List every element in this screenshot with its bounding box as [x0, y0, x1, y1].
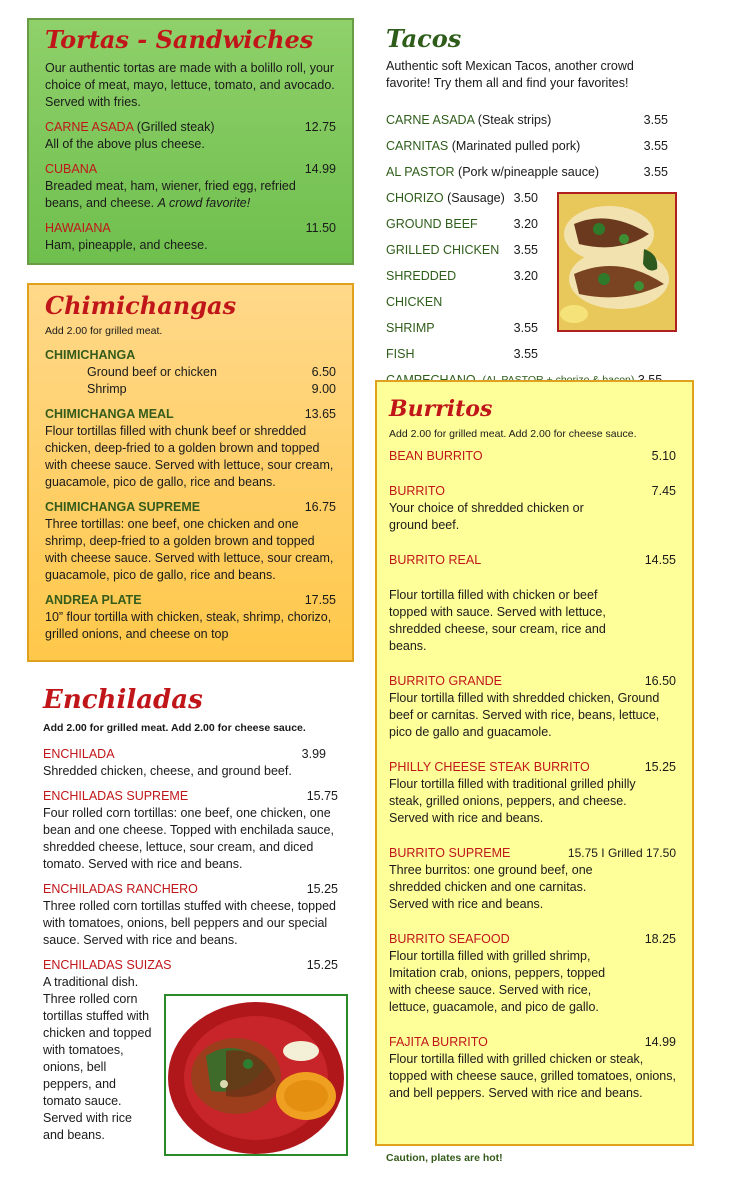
item-name: BURRITO: [389, 484, 446, 498]
item-price: 14.99: [304, 162, 336, 176]
item-price: 6.50: [311, 365, 336, 379]
burritos-note: Add 2.00 for grilled meat. Add 2.00 for cheese sauce.: [389, 428, 637, 440]
item-note: (Sausage): [447, 191, 505, 205]
tortas-section: [27, 18, 354, 265]
item-desc: Flour tortilla filled with traditional grilled philly steak, grilled onions, peppers, and cheese. Served with rice and beans.: [389, 777, 636, 825]
taco-item: [386, 315, 538, 341]
item-note: (Marinated pulled pork): [451, 139, 581, 153]
item-desc: Four rolled corn tortillas: one beef, one chicken, one bean and one cheese. Topped with enchilada sauce, shredded cheese, lettuce, sour cream, and diced tomato. Served with rice and beans.: [43, 806, 334, 871]
item-price: 3.55: [513, 243, 538, 257]
item-name: ENCHILADA: [43, 747, 115, 761]
item-note: (Steak strips): [477, 113, 552, 127]
item-price: 16.75: [304, 500, 336, 514]
item-name: ENCHILADAS SUPREME: [43, 789, 189, 803]
tacos-list-wide: [386, 107, 668, 185]
item-price: 15.75 I Grilled 17.50: [567, 846, 676, 860]
item-name: GROUND BEEF: [386, 217, 478, 231]
chimichangas-title: Chimichangas: [45, 291, 237, 320]
tacos-list-narrow: [386, 185, 538, 367]
item-price: 5.10: [651, 449, 676, 463]
item-name: CUBANA: [45, 162, 98, 176]
item-desc: Your choice of shredded chicken or ground beef.: [389, 501, 584, 532]
menu-item: [389, 845, 676, 913]
item-price: 9.00: [311, 382, 336, 396]
taco-item: [386, 185, 538, 211]
item-price: 3.55: [643, 165, 668, 179]
menu-item: [43, 788, 338, 873]
item-price: 15.25: [306, 882, 338, 896]
item-name: PHILLY CHEESE STEAK BURRITO: [389, 760, 590, 774]
item-price: 3.20: [513, 217, 538, 231]
burritos-section: [375, 380, 694, 1146]
menu-item: [45, 161, 336, 212]
item-desc: 10” flour tortilla with chicken, steak, shrimp, chorizo, grilled onions, and cheese on top: [45, 610, 332, 641]
item-name: BURRITO GRANDE: [389, 674, 502, 688]
taco-item: [386, 263, 538, 315]
enchiladas-note: Add 2.00 for grilled meat. Add 2.00 for cheese sauce.: [43, 722, 306, 734]
menu-item: [389, 673, 676, 741]
menu-item: [389, 931, 676, 1016]
item-name: BURRITO SEAFOOD: [389, 932, 510, 946]
item-name: HAWAIANA: [45, 221, 111, 235]
item-desc: Shredded chicken, cheese, and ground beef.: [43, 764, 292, 778]
item-price: 3.55: [643, 113, 668, 127]
item-price: 3.50: [513, 191, 538, 205]
item-price: 3.55: [513, 347, 538, 361]
item-option: Ground beef or chicken: [87, 365, 217, 379]
taco-item: [386, 237, 538, 263]
item-price: 3.20: [513, 269, 538, 283]
tacos-title: Tacos: [386, 24, 462, 53]
taco-item: [386, 133, 668, 159]
item-price: 15.25: [644, 760, 676, 774]
menu-item: [389, 448, 676, 465]
tortas-title: Tortas - Sandwiches: [45, 25, 314, 54]
item-name: SHRIMP: [386, 321, 435, 335]
item-price: 18.25: [644, 932, 676, 946]
menu-item: [45, 499, 336, 584]
item-name: CHIMICHANGA MEAL: [45, 407, 174, 421]
item-price: 3.55: [643, 139, 668, 153]
taco-item: [386, 341, 538, 367]
item-name: CARNE ASADA: [386, 113, 475, 127]
chimichangas-section: [27, 283, 354, 662]
menu-item: [43, 881, 338, 949]
menu-item: [389, 552, 676, 655]
menu-item: [389, 1034, 676, 1102]
taco-item: [386, 159, 668, 185]
item-name: FAJITA BURRITO: [389, 1035, 488, 1049]
tortas-intro: Our authentic tortas are made with a bolillo roll, your choice of meat, mayo, lettuce, tomato, and avocado. Served with fries.: [45, 61, 335, 109]
item-desc: Flour tortilla filled with shredded chicken, Ground beef or carnitas. Served with rice, beans, lettuce, pico de gallo and guacamole.: [389, 691, 660, 739]
item-highlight: A crowd favorite!: [157, 196, 251, 210]
item-note: (Grilled steak): [136, 120, 215, 134]
menu-item: [45, 592, 336, 643]
item-desc: Flour tortilla filled with chicken or beef topped with sauce. Served with lettuce, shredded cheese, sour cream, rice and beans.: [389, 588, 606, 653]
item-name: ENCHILADAS RANCHERO: [43, 882, 198, 896]
item-name: GRILLED CHICKEN: [386, 243, 500, 257]
item-price: 14.55: [644, 553, 676, 567]
item-name: ANDREA PLATE: [45, 593, 142, 607]
item-desc: Flour tortilla filled with grilled chicken or steak, topped with cheese sauce, grilled tomatoes, onions, and bell peppers. Served with rice and beans.: [389, 1052, 676, 1100]
item-name: BURRITO SUPREME: [389, 846, 511, 860]
item-price: 17.55: [304, 593, 336, 607]
item-option: Shrimp: [87, 382, 127, 396]
item-price: 3.55: [513, 321, 538, 335]
item-name: CHIMICHANGA: [45, 348, 136, 362]
menu-item: [45, 406, 336, 491]
taco-item: [386, 107, 668, 133]
enchilada-plate-photo: [164, 994, 348, 1156]
item-desc: Three burritos: one ground beef, one shredded chicken and one carnitas. Served with rice and beans.: [389, 863, 593, 911]
item-name: FISH: [386, 347, 415, 361]
tacos-intro: Authentic soft Mexican Tacos, another crowd favorite! Try them all and find your favorites!: [386, 59, 634, 90]
item-name: ENCHILADAS SUIZAS: [43, 958, 172, 972]
caution-note: Caution, plates are hot!: [386, 1152, 503, 1164]
menu-item: [389, 759, 676, 827]
item-desc: Ham, pineapple, and cheese.: [45, 238, 208, 252]
item-desc: All of the above plus cheese.: [45, 137, 205, 151]
item-name: CHORIZO: [386, 191, 444, 205]
item-price: 7.45: [651, 484, 676, 498]
menu-item: [45, 347, 336, 398]
item-desc: Breaded meat, ham, wiener, fried egg, refried beans, and cheese.: [45, 179, 296, 210]
item-price: 13.65: [304, 407, 336, 421]
menu-item: [389, 483, 676, 534]
burritos-title: Burritos: [389, 396, 493, 422]
item-desc: Flour tortilla filled with grilled shrimp, Imitation crab, onions, peppers, topped with cheese sauce. Served with rice, lettuce, guacamole, and pico de gallo.: [389, 949, 606, 1014]
menu-item: [43, 746, 338, 780]
taco-item: [386, 211, 538, 237]
item-price: 12.75: [304, 120, 336, 134]
item-desc: Three rolled corn tortillas stuffed with cheese, topped with tomatoes, onions, bell peppers and our special sauce. Served with rice and beans.: [43, 899, 336, 947]
menu-item: [45, 119, 336, 153]
item-name: AL PASTOR: [386, 165, 455, 179]
enchiladas-title: Enchiladas: [43, 685, 203, 715]
item-name: CARNITAS: [386, 139, 449, 153]
menu-item: [45, 220, 336, 254]
item-desc: Three tortillas: one beef, one chicken and one shrimp, deep-fried to a golden brown and topped with cheese sauce. Served with lettuce, sour cream, guacamole, pico de gallo, rice and beans.: [45, 517, 334, 582]
tacos-plate-image: [559, 194, 675, 330]
item-desc: A traditional dish. Three rolled corn tortillas stuffed with chicken and topped with tomatoes, onions, bell peppers, and tomato sauce. Served with rice and beans.: [43, 975, 152, 1142]
chimichangas-note: Add 2.00 for grilled meat.: [45, 325, 163, 337]
item-name: BURRITO REAL: [389, 553, 482, 567]
item-price: 11.50: [305, 221, 336, 235]
item-price: 16.50: [644, 674, 676, 688]
item-name: BEAN BURRITO: [389, 449, 483, 463]
item-name: CARNE ASADA: [45, 120, 134, 134]
tacos-plate-photo: [557, 192, 677, 332]
item-price: 15.75: [306, 789, 338, 803]
item-note: (Pork w/pineapple sauce): [458, 165, 600, 179]
item-price: 3.99: [301, 747, 326, 761]
enchilada-plate-image: [166, 996, 346, 1154]
item-desc: Flour tortillas filled with chunk beef or shredded chicken, deep-fried to a golden brown and topped with cheese sauce. Served with lettuce, sour cream, guacamole, pico de gallo, rice and beans.: [45, 424, 334, 489]
item-name: SHREDDED CHICKEN: [386, 269, 457, 309]
item-name: CHIMICHANGA SUPREME: [45, 500, 201, 514]
item-price: 14.99: [644, 1035, 676, 1049]
item-price: 15.25: [306, 958, 338, 972]
